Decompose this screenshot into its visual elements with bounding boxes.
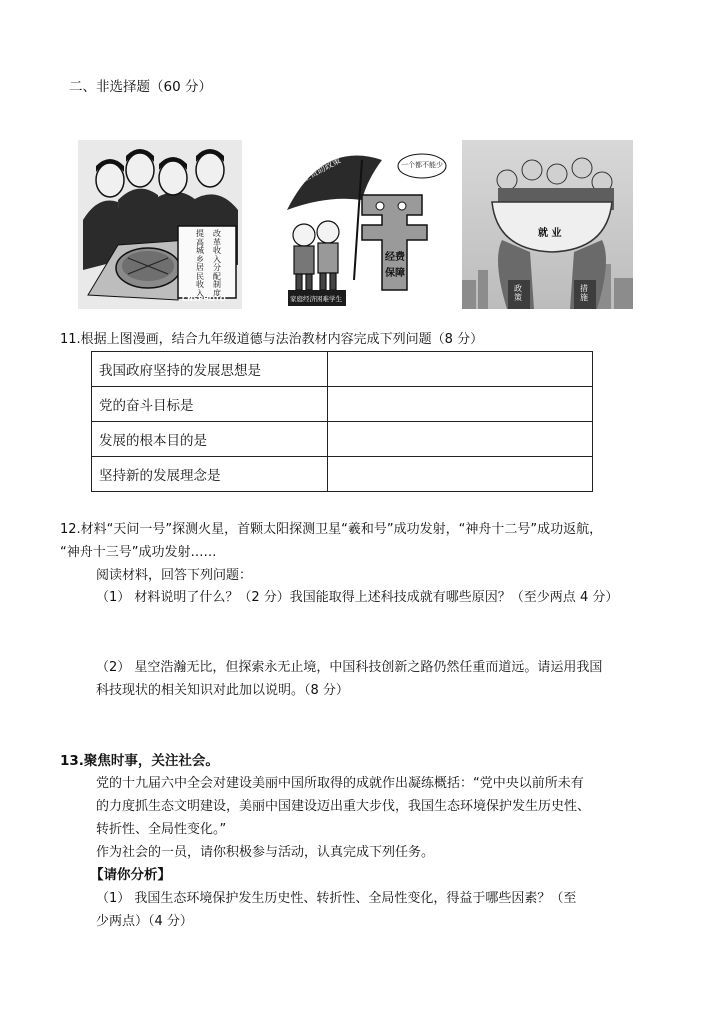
q13-task: 作为社会的一员，请你积极参与活动，认真完成下列任务。 xyxy=(96,845,435,860)
q11-row2-label: 党的奋斗目标是 xyxy=(92,387,328,422)
q12-sub1: （1） 材料说明了什么？（2 分）我国能取得上述科技成就有哪些原因？（至少两点 4 分） xyxy=(96,590,619,605)
q11-row3-label: 发展的根本目的是 xyxy=(92,422,328,457)
q11-row1-label: 我国政府坚持的发展思想是 xyxy=(92,352,328,387)
table-row xyxy=(92,387,593,422)
q12-instruction: 阅读材料，回答下列问题： xyxy=(96,568,253,583)
q11-row4-label: 坚持新的发展理念是 xyxy=(92,457,328,492)
cartoon2-body-line1: 经费 xyxy=(385,252,405,263)
q13-para-line3: 转折性、全局性变化。” xyxy=(96,822,227,837)
q11-table xyxy=(91,351,593,492)
cartoon2-box-label: 家庭经济困难学生 xyxy=(290,295,342,303)
table-row xyxy=(92,422,593,457)
cartoon-employment xyxy=(462,140,633,309)
q12-sub2-line1: （2） 星空浩瀚无比，但探索永无止境，中国科技创新之路仍然任重而道远。请运用我国 xyxy=(96,660,603,675)
q12-material-line2: “神舟十三号”成功发射…… xyxy=(60,545,217,560)
q11-row1-answer[interactable] xyxy=(328,352,593,387)
table-row xyxy=(92,457,593,492)
cartoon1-sign-line2: 改革收入分配制度 xyxy=(213,229,221,298)
cartoon3-hand-left: 政策 xyxy=(514,284,522,302)
table-row xyxy=(92,352,593,387)
cartoon2-body-line2: 保障 xyxy=(385,268,405,279)
cartoon2-bubble-text: 一个都不能少 xyxy=(401,161,443,169)
q11-row2-answer[interactable] xyxy=(328,387,593,422)
q11-row3-answer[interactable] xyxy=(328,422,593,457)
cartoon-student-aid xyxy=(282,140,447,309)
cartoon1-sign-line1: 提高城乡居民收入 xyxy=(196,229,204,298)
q13-para-line1: 党的十九届六中全会对建设美丽中国所取得的成就作出凝练概括：“党中央以前所未有 xyxy=(96,776,584,791)
cartoon3-hand-right: 措施 xyxy=(580,284,588,302)
q13-heading: 【请你分析】 xyxy=(90,867,171,883)
q13-title: 13.聚焦时事，关注社会。 xyxy=(60,753,219,769)
section-title: 二、非选择题（60 分） xyxy=(69,79,212,95)
cartoon-income-distribution xyxy=(78,140,242,309)
q13-sub1-line1: （1） 我国生态环境保护发生历史性、转折性、全局性变化，得益于哪些因素？（至 xyxy=(96,891,577,906)
q13-sub1-line2: 少两点）（4 分） xyxy=(96,914,193,929)
q11-row4-answer[interactable] xyxy=(328,457,593,492)
q12-material-line1: 12.材料“天问一号”探测火星，首颗太阳探测卫星“羲和号”成功发射，“神舟十二号”成功返航， xyxy=(60,522,603,537)
cartoon3-bowl-label: 就 业 xyxy=(538,228,562,239)
q11-prompt: 11.根据上图漫画，结合九年级道德与法治教材内容完成下列问题（8 分） xyxy=(60,332,484,347)
cartoon1-watermark: CNSPHOTO xyxy=(182,295,226,303)
q13-para-line2: 的力度抓生态文明建设，美丽中国建设迈出重大步伐，我国生态环境保护发生历史性、 xyxy=(96,799,591,814)
q12-sub2-line2: 科技现状的相关知识对此加以说明。（8 分） xyxy=(96,683,349,698)
cartoon2-umbrella-text: 学生资助政策 xyxy=(292,155,343,189)
